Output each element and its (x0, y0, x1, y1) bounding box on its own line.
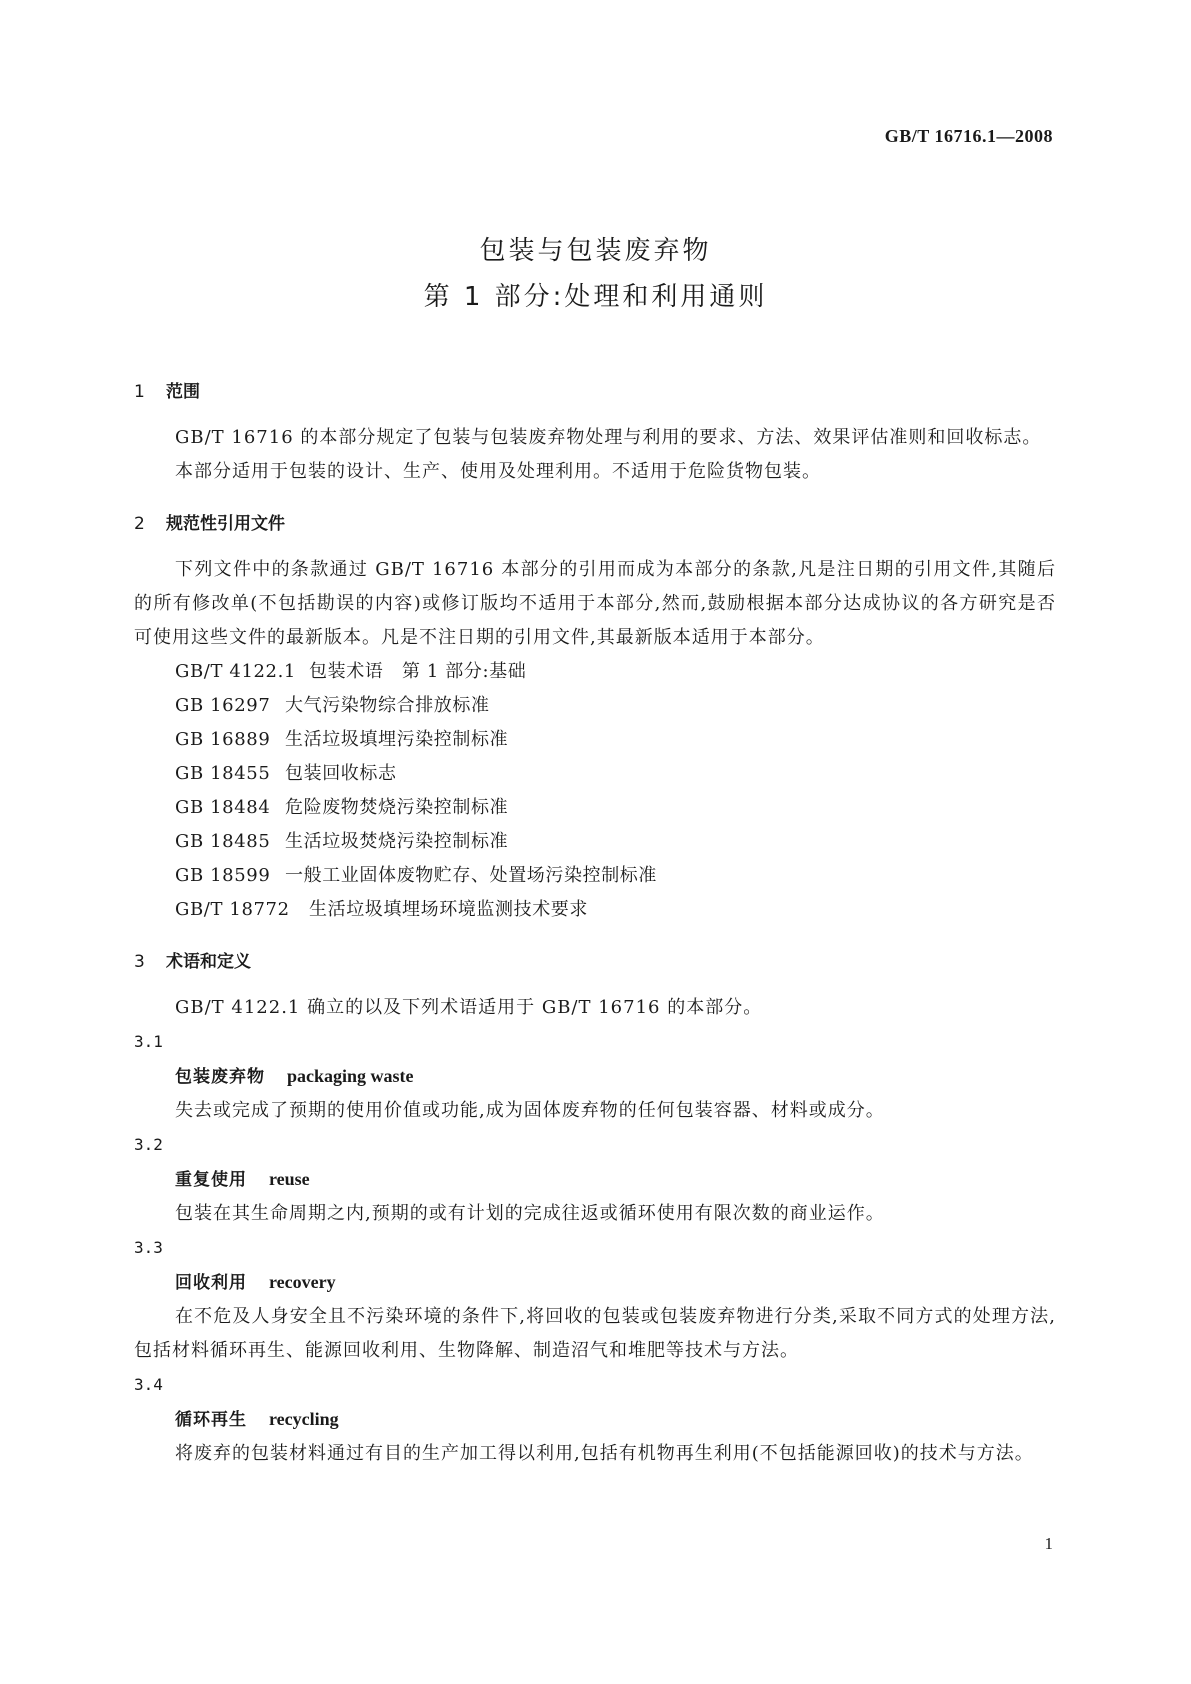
term-definition: 包装在其生命周期之内,预期的或有计划的完成往返或循环使用有限次数的商业运作。 (175, 1203, 885, 1224)
reference-code: GB 16889 (175, 729, 271, 750)
term-name (134, 1059, 1056, 1094)
section-title: 范围 (166, 382, 200, 402)
reference-item (134, 825, 1056, 859)
reference-title: 大气污染物综合排放标准 (285, 695, 490, 716)
term-number: 3.3 (134, 1238, 163, 1257)
reference-title: 包装术语 第 1 部分:基础 (309, 661, 527, 682)
reference-code: GB 18455 (175, 763, 271, 784)
reference-item (134, 757, 1056, 791)
reference-item (134, 893, 1056, 927)
section-heading-scope (134, 375, 1056, 409)
reference-code: GB/T 4122.1 (175, 661, 296, 682)
section-number: 3 (134, 952, 145, 972)
reference-code: GB 18485 (175, 831, 271, 852)
page-number: 1 (1044, 1534, 1053, 1553)
reference-title: 生活垃圾填埋污染控制标准 (285, 729, 509, 750)
paragraph: 下列文件中的条款通过 GB/T 16716 本部分的引用而成为本部分的条款,凡是注日期的引用文件,其随后的所有修改单(不包括勘误的内容)或修订版均不适用于本部分,然而,鼓励根据本部分达成协议的各方研究是否可使用这些文件的最新版本。凡是不注日期的引用文件,其最新版本适用于本部分。 (134, 559, 1056, 648)
document-title-line-1: 包装与包装废弃物 (479, 236, 712, 266)
term-number: 3.2 (134, 1135, 163, 1154)
term-name-en: recycling (269, 1409, 339, 1429)
standard-number: GB/T 16716.1—2008 (884, 126, 1053, 146)
reference-item (134, 689, 1056, 723)
section-number: 1 (134, 382, 145, 402)
reference-title: 生活垃圾焚烧污染控制标准 (285, 831, 509, 852)
reference-title: 危险废物焚烧污染控制标准 (285, 797, 509, 818)
term-name (134, 1162, 1056, 1197)
term-name (134, 1402, 1056, 1437)
section-number: 2 (134, 514, 145, 534)
section-heading-terms-and-definitions (134, 945, 1056, 979)
reference-list (134, 655, 1056, 927)
reference-title: 包装回收标志 (285, 763, 397, 784)
reference-item (134, 859, 1056, 893)
term-name-en: reuse (269, 1169, 310, 1189)
reference-item (134, 655, 1056, 689)
term-definition: 失去或完成了预期的使用价值或功能,成为固体废弃物的任何包装容器、材料或成分。 (175, 1100, 885, 1121)
paragraph: GB/T 4122.1 确立的以及下列术语适用于 GB/T 16716 的本部分。 (175, 997, 763, 1018)
term-name-en: recovery (269, 1272, 336, 1292)
reference-item (134, 723, 1056, 757)
term-name-zh: 循环再生 (175, 1410, 247, 1430)
term-name-zh: 重复使用 (175, 1170, 247, 1190)
reference-item (134, 791, 1056, 825)
term-definition: 在不危及人身安全且不污染环境的条件下,将回收的包装或包装废弃物进行分类,采取不同方式的处理方法,包括材料循环再生、能源回收利用、生物降解、制造沼气和堆肥等技术与方法。 (134, 1306, 1056, 1361)
term-number: 3.1 (134, 1032, 163, 1051)
term-name-zh: 回收利用 (175, 1273, 247, 1293)
section-heading-normative-references (134, 507, 1056, 541)
reference-code: GB 18484 (175, 797, 271, 818)
reference-title: 生活垃圾填埋场环境监测技术要求 (309, 899, 588, 920)
term-name (134, 1265, 1056, 1300)
term-definition: 将废弃的包装材料通过有目的生产加工得以利用,包括有机物再生利用(不包括能源回收)的技术与方法。 (175, 1443, 1034, 1464)
term-number: 3.4 (134, 1375, 163, 1394)
term-name-en: packaging waste (287, 1066, 414, 1086)
paragraph: 本部分适用于包装的设计、生产、使用及处理利用。不适用于危险货物包装。 (175, 461, 821, 482)
section-title: 规范性引用文件 (166, 514, 285, 534)
document-title-line-2: 第 1 部分:处理和利用通则 (423, 282, 768, 312)
reference-title: 一般工业固体废物贮存、处置场污染控制标准 (285, 865, 657, 886)
paragraph: GB/T 16716 的本部分规定了包装与包装废弃物处理与利用的要求、方法、效果评估准则和回收标志。 (175, 427, 1042, 448)
document-body (134, 375, 1056, 1471)
section-title: 术语和定义 (166, 952, 251, 972)
reference-code: GB 16297 (175, 695, 271, 716)
term-name-zh: 包装废弃物 (175, 1067, 265, 1087)
reference-code: GB 18599 (175, 865, 271, 886)
reference-code: GB/T 18772 (175, 899, 290, 920)
